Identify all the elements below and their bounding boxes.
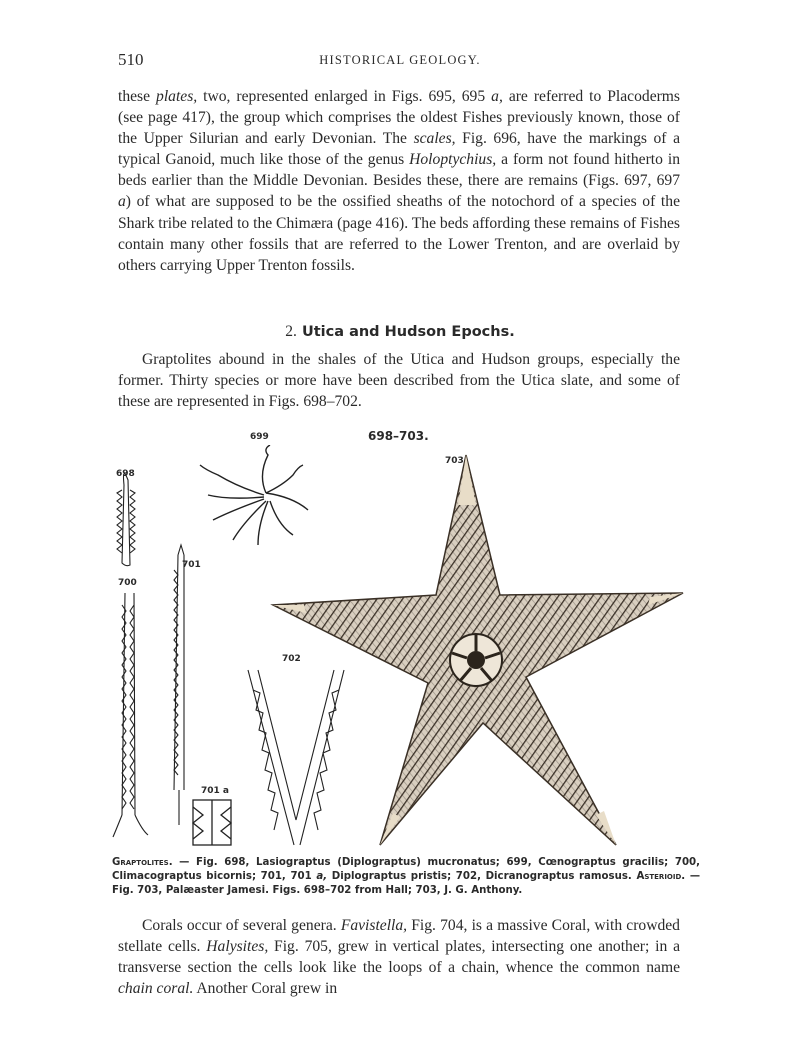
paragraph-graptolites: Graptolites abound in the shales of the Utica and Hudson groups, especially the former. Thirty species or more have been described from the Utica slate, and some of these are represented in Figs. 698–702.	[118, 351, 680, 411]
paragraph-fish-remains: these plates, two, represented enlarged in Figs. 695, 695 a, are referred to Placoderms (see page 417), the group which comprises the oldest Fishes previously known, those of the Upper Silurian and early Devonian. The scales, Fig. 696, have the markings of a typical Ganoid, much like those of the genus Holoptychius, a form not found hitherto in beds earlier than the Middle Devonian. Besides these, there are remains (Figs. 697, 697 a) of what are supposed to be the ossified sheaths of the notochord of a species of the Shark tribe related to the Chimæra (page 416). The beds affording these remains of Fishes contain many other fossils that are referred to the Lower Trenton, and are overlaid by others carrying Upper Trenton fossils.	[118, 88, 680, 274]
graptolite-701a-drawing	[193, 800, 231, 845]
graptolite-700-drawing	[113, 593, 148, 837]
figure-label-698: 698	[116, 469, 135, 479]
figure-label-700: 700	[118, 578, 137, 588]
figure-label-701: 701	[182, 560, 201, 570]
page-number: 510	[118, 50, 144, 69]
running-head: HISTORICAL GEOLOGY.	[319, 53, 481, 67]
section-heading: 2. Utica and Hudson Epochs.	[285, 323, 515, 340]
graptolite-699-drawing	[200, 445, 308, 545]
figure-title: 698–703.	[368, 429, 429, 443]
figure-label-701a: 701 a	[201, 786, 229, 796]
paragraph-corals: Corals occur of several genera. Favistella, Fig. 704, is a massive Coral, with crowded stellate cells. Halysites, Fig. 705, grew in vertical plates, intersecting one another; in a transverse section the cells look like the loops of a chain, whence the common name chain coral. Another Coral grew in	[118, 917, 680, 998]
figure-caption: Graptolites. — Fig. 698, Lasiograptus (Diplograptus) mucronatus; 699, Cœnograptus gracilis; 700, Climacograptus bicornis; 701, 701 a, Diplograptus pristis; 702, Dicranograptus ramosus. Asterioid. — Fig. 703, Palæaster Jamesi. Figs. 698–702 from Hall; 703, J. G. Anthony.	[112, 857, 701, 896]
graptolite-asteroid-illustration	[108, 445, 708, 855]
figure-label-703: 703	[445, 456, 464, 466]
graptolite-702-drawing	[248, 670, 344, 845]
figure-label-699: 699	[250, 432, 269, 442]
graptolite-701-drawing	[174, 545, 184, 825]
figure-label-702: 702	[282, 654, 301, 664]
graptolite-698-drawing	[117, 474, 135, 566]
starfish-703-drawing	[273, 455, 683, 845]
